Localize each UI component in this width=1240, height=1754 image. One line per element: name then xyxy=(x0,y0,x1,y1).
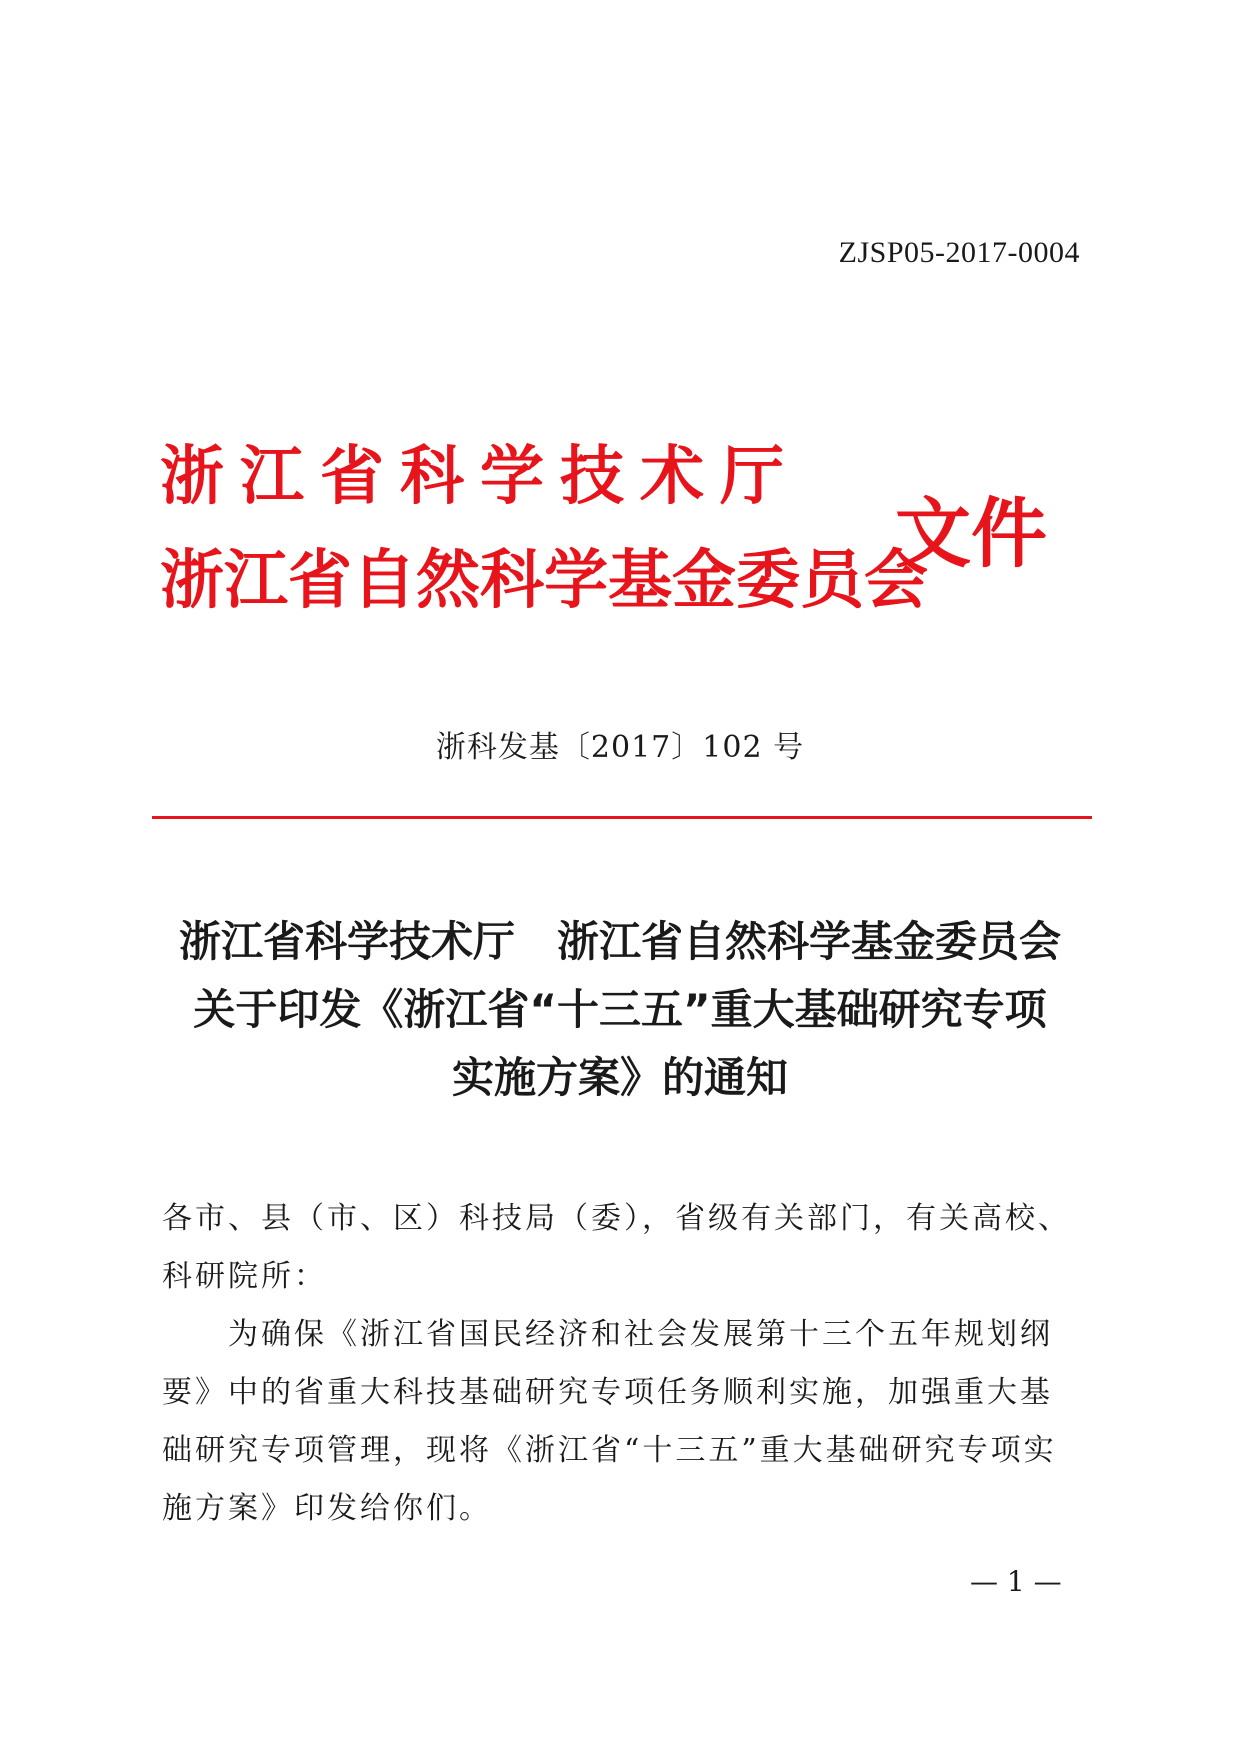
page-number: — 1 — xyxy=(970,1565,1062,1598)
document-body xyxy=(162,1190,1082,1538)
title-line-1: 浙江省科学技术厅 浙江省自然科学基金委员会 xyxy=(178,917,1061,966)
document-type-label: 文件 xyxy=(895,489,1047,578)
title-line-3: 实施方案》的通知 xyxy=(451,1053,788,1102)
issue-number: 浙科发基〔2017〕102 号 xyxy=(435,730,805,765)
issuer-name-1: 浙江省科学技术厅 xyxy=(160,440,800,514)
document-code: ZJSP05-2017-0004 xyxy=(838,236,1080,269)
addressee: 各市、县（市、区）科技局（委），省级有关部门，有关高校、科研院所： xyxy=(162,1201,1071,1294)
title-line-2: 关于印发《浙江省“十三五”重大基础研究专项 xyxy=(193,985,1047,1034)
document-title xyxy=(150,908,1090,1112)
issuer-name-2: 浙江省自然科学基金委员会 xyxy=(160,544,928,618)
red-divider xyxy=(152,816,1092,819)
body-paragraph: 为确保《浙江省国民经济和社会发展第十三个五年规划纲要》中的省重大科技基础研究专项任务顺利实施，加强重大基础研究专项管理，现将《浙江省“十三五”重大基础研究专项实施方案》印发给你们。 xyxy=(162,1317,1057,1526)
document-header xyxy=(160,425,1080,625)
